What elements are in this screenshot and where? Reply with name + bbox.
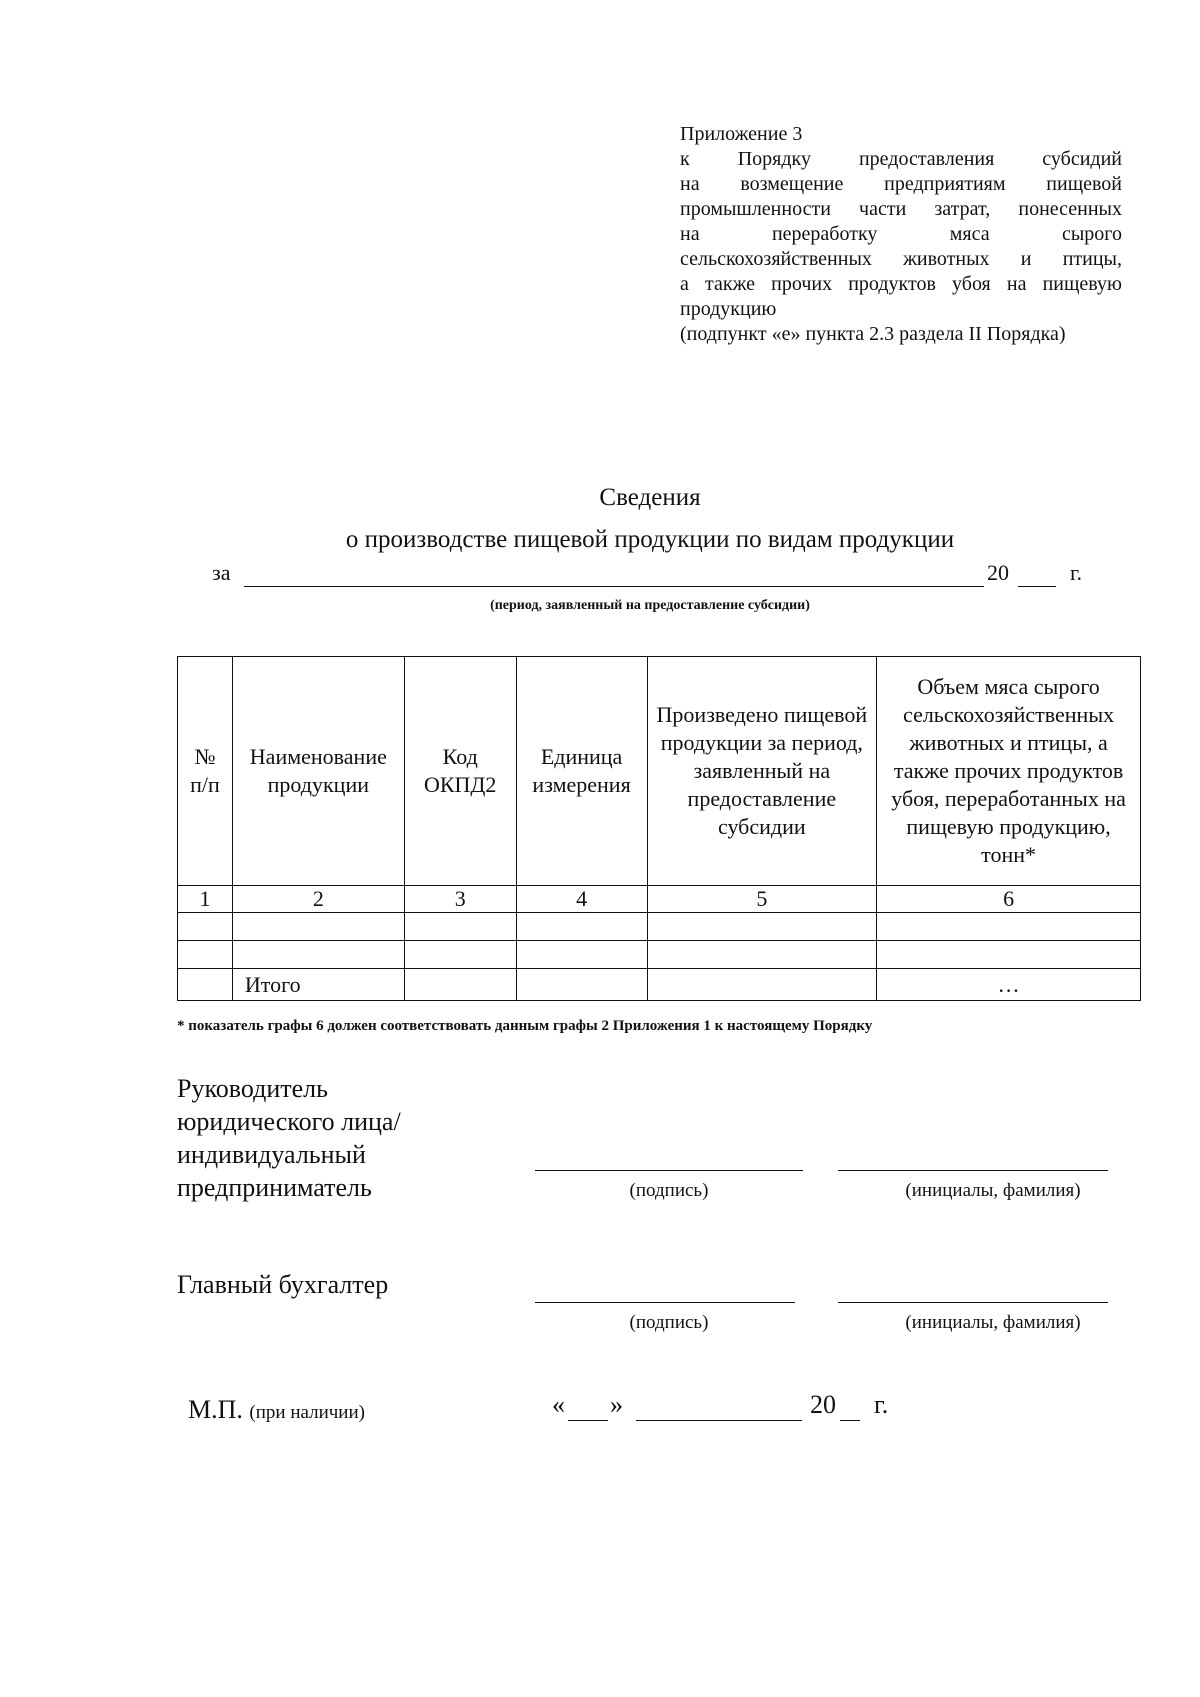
table-cell[interactable] <box>178 969 233 1001</box>
table-cell[interactable] <box>404 969 516 1001</box>
head-name-caption: (инициалы, фамилия) <box>905 1180 1081 1201</box>
period-row <box>212 560 1092 590</box>
annex-header <box>680 122 1122 347</box>
column-number: 4 <box>516 886 647 913</box>
table-row <box>178 941 1141 969</box>
total-row <box>178 969 1141 1001</box>
accountant-name-caption: (инициалы, фамилия) <box>905 1312 1081 1333</box>
col-header-produced: Произведено пищевой продукции за период, заявленный на предоставление субсидии <box>647 657 877 886</box>
stamp-mark: М.П. <box>188 1395 243 1424</box>
period-caption: (период, заявленный на предоставление субсидии) <box>490 598 810 613</box>
accountant-name-field[interactable] <box>838 1302 1108 1303</box>
table-cell[interactable] <box>232 941 404 969</box>
column-number-row <box>178 886 1141 913</box>
col-header-unit: Единица измерения <box>516 657 647 886</box>
accountant-signature-caption: (подпись) <box>629 1312 709 1333</box>
head-signature-field[interactable] <box>535 1170 803 1171</box>
date-day-field[interactable] <box>568 1420 608 1421</box>
table-row <box>178 913 1141 941</box>
head-signer-title <box>177 1072 401 1204</box>
col-header-code: Код ОКПД2 <box>404 657 516 886</box>
annex-line: продукцию <box>680 298 777 320</box>
stamp-note: (при наличии) <box>249 1402 365 1423</box>
date-year-suffix: г. <box>874 1390 889 1419</box>
footnote: * показатель графы 6 должен соответствовать данным графы 2 Приложения 1 к настоящему Порядку <box>177 1018 873 1034</box>
table-cell[interactable] <box>516 941 647 969</box>
table-header-row <box>178 657 1141 886</box>
period-year-field[interactable] <box>1018 586 1056 587</box>
accountant-title: Главный бухгалтер <box>177 1270 389 1299</box>
table-cell[interactable] <box>647 941 877 969</box>
stamp-label <box>188 1395 365 1425</box>
head-signer-line: юридического лица/ <box>177 1107 401 1136</box>
column-number: 6 <box>877 886 1141 913</box>
annex-line: Приложение 3 <box>680 123 803 145</box>
column-number: 5 <box>647 886 877 913</box>
period-field[interactable] <box>244 586 984 587</box>
table-cell[interactable] <box>404 941 516 969</box>
annex-line: сельскохозяйственных животных и птицы, <box>680 248 1122 270</box>
head-signer-line: Руководитель <box>177 1074 328 1103</box>
accountant-signature-field[interactable] <box>535 1302 795 1303</box>
document-subtitle: о производстве пищевой продукции по видам продукции <box>345 526 955 553</box>
period-year-suffix: г. <box>1070 560 1083 585</box>
head-signer-line: предприниматель <box>177 1173 372 1202</box>
total-label: Итого <box>232 969 404 1001</box>
table-cell[interactable] <box>178 913 233 941</box>
annex-line: промышленности части затрат, понесенных <box>680 198 1122 220</box>
date-year-field[interactable] <box>840 1420 860 1421</box>
table-cell[interactable] <box>877 913 1141 941</box>
date-year-prefix: 20 <box>810 1390 836 1419</box>
period-year-prefix: 20 <box>987 560 1009 585</box>
head-name-field[interactable] <box>838 1170 1108 1171</box>
table-cell[interactable] <box>877 941 1141 969</box>
date-month-field[interactable] <box>636 1420 802 1421</box>
document-title: Сведения <box>599 484 701 511</box>
head-signature-caption: (подпись) <box>629 1180 709 1201</box>
table-cell[interactable] <box>516 913 647 941</box>
column-number: 1 <box>178 886 233 913</box>
head-signer-line: индивидуальный <box>177 1140 366 1169</box>
col-header-name: Наименование продукции <box>232 657 404 886</box>
date-quote-open: « <box>552 1390 565 1419</box>
total-value[interactable]: … <box>877 969 1141 1001</box>
production-table <box>177 656 1141 1001</box>
date-row <box>552 1390 912 1424</box>
table-cell[interactable] <box>232 913 404 941</box>
table-cell[interactable] <box>404 913 516 941</box>
table-cell[interactable] <box>178 941 233 969</box>
table-cell[interactable] <box>516 969 647 1001</box>
annex-line: а также прочих продуктов убоя на пищевую <box>680 273 1122 295</box>
annex-line: к Порядку предоставления субсидий <box>680 148 1122 170</box>
column-number: 3 <box>404 886 516 913</box>
column-number: 2 <box>232 886 404 913</box>
annex-line: (подпункт «е» пункта 2.3 раздела II Порядка) <box>680 323 1066 345</box>
table-cell[interactable] <box>647 913 877 941</box>
table-cell[interactable] <box>647 969 877 1001</box>
col-header-number: № п/п <box>178 657 233 886</box>
annex-line: на переработку мяса сырого <box>680 223 1122 245</box>
period-prefix: за <box>212 560 231 585</box>
annex-line: на возмещение предприятиям пищевой <box>680 173 1122 195</box>
date-quote-close: » <box>610 1390 623 1419</box>
col-header-volume: Объем мяса сырого сельскохозяйственных животных и птицы, а также прочих продуктов убоя, переработанных на пищевую продукцию, тонн* <box>877 657 1141 886</box>
